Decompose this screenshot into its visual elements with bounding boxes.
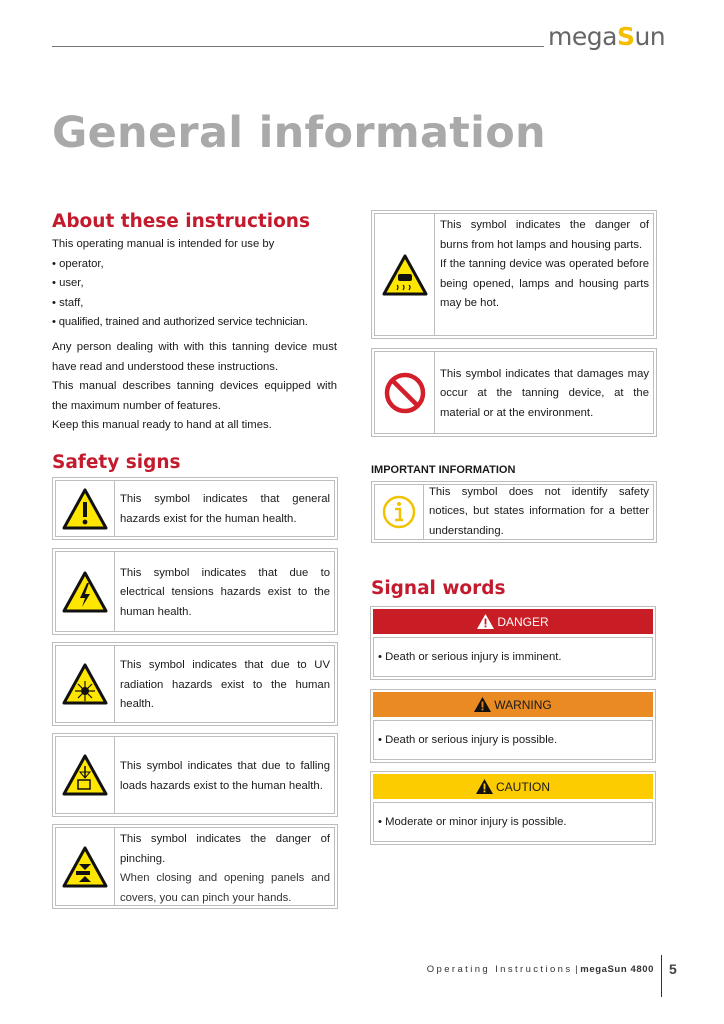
about-paragraph: Any person dealing with with this tanning device must have read and understood these instructions. xyxy=(52,340,337,373)
safety-sign-prohibition xyxy=(371,348,657,437)
bullet-item: • staff, xyxy=(52,296,84,309)
page-title: General information xyxy=(52,108,546,158)
important-info-box xyxy=(371,481,657,543)
footer-separator: | xyxy=(575,964,578,975)
bullet-item: • operator, xyxy=(52,257,104,270)
sign-text: This symbol indicates the danger of burns from hot lamps and housing parts. xyxy=(440,219,649,251)
safety-sign-hot-surface xyxy=(371,210,657,339)
about-paragraph: Keep this manual ready to hand at all times. xyxy=(52,419,272,432)
megasun-logo: megaSun xyxy=(548,22,666,51)
uv-radiation-icon xyxy=(55,645,115,723)
pinching-icon xyxy=(55,827,115,906)
footer-product: megaSun 4800 xyxy=(580,964,654,975)
signal-header xyxy=(373,609,653,634)
sign-text: This symbol indicates that due to UV radiation hazards exist to the human health. xyxy=(115,645,335,723)
warning-triangle-icon xyxy=(477,614,494,629)
falling-loads-icon xyxy=(55,736,115,814)
safety-sign-pinching xyxy=(52,824,338,909)
signal-caution xyxy=(370,771,656,845)
sign-text-note: If the tanning device was operated before being opened, lamps and housing parts may be hot. xyxy=(440,258,649,310)
safety-heading: Safety signs xyxy=(52,452,181,473)
info-icon xyxy=(374,484,424,540)
signal-heading: Signal words xyxy=(371,578,506,599)
footer-divider xyxy=(661,955,662,997)
warning-triangle-icon xyxy=(474,697,491,712)
page-number: 5 xyxy=(669,961,677,977)
about-paragraph: This manual describes tanning devices equipped with the maximum number of features. xyxy=(52,380,337,412)
important-heading: IMPORTANT INFORMATION xyxy=(371,464,516,476)
signal-header xyxy=(373,774,653,799)
bullet-item: • user, xyxy=(52,277,84,290)
signal-label: WARNING xyxy=(494,697,552,712)
info-text: This symbol does not identify safety notices, but states information for a better understanding. xyxy=(424,484,654,540)
about-heading: About these instructions xyxy=(52,211,310,232)
safety-sign-electrical xyxy=(52,548,338,635)
sign-text: This symbol indicates the danger of pinching. xyxy=(120,833,330,865)
signal-label: DANGER xyxy=(497,614,549,629)
sign-text-note: When closing and opening panels and covers, you can pinch your hands. xyxy=(120,872,330,904)
footer-doc-title: Operating Instructions xyxy=(426,964,573,975)
safety-sign-uv xyxy=(52,642,338,726)
sign-text: This symbol indicates that general hazards exist for the human health. xyxy=(115,480,335,537)
signal-text: • Death or serious injury is imminent. xyxy=(373,637,653,677)
sign-text: This symbol indicates that due to electrical tensions hazards exist to the human health. xyxy=(115,551,335,632)
about-intro: This operating manual is intended for use by xyxy=(52,238,275,250)
hot-surface-icon xyxy=(374,213,435,336)
bullet-item: • qualified, trained and authorized service technician. xyxy=(52,316,308,329)
prohibition-icon xyxy=(374,351,435,434)
signal-danger xyxy=(370,606,656,680)
signal-text: • Death or serious injury is possible. xyxy=(373,720,653,760)
header-rule xyxy=(52,46,544,47)
safety-sign-falling-loads xyxy=(52,733,338,817)
sign-text: This symbol indicates that due to falling loads hazards exist to the human health. xyxy=(115,736,335,814)
general-warning-icon xyxy=(55,480,115,537)
signal-text: • Moderate or minor injury is possible. xyxy=(373,802,653,842)
about-body xyxy=(52,235,337,436)
footer xyxy=(427,964,654,975)
electrical-hazard-icon xyxy=(55,551,115,632)
signal-warning xyxy=(370,689,656,763)
sign-text: This symbol indicates that damages may occur at the tanning device, at the material or at the environment. xyxy=(435,351,654,434)
warning-triangle-icon xyxy=(476,779,493,794)
safety-sign-general xyxy=(52,477,338,540)
signal-header xyxy=(373,692,653,717)
signal-label: CAUTION xyxy=(496,779,550,794)
